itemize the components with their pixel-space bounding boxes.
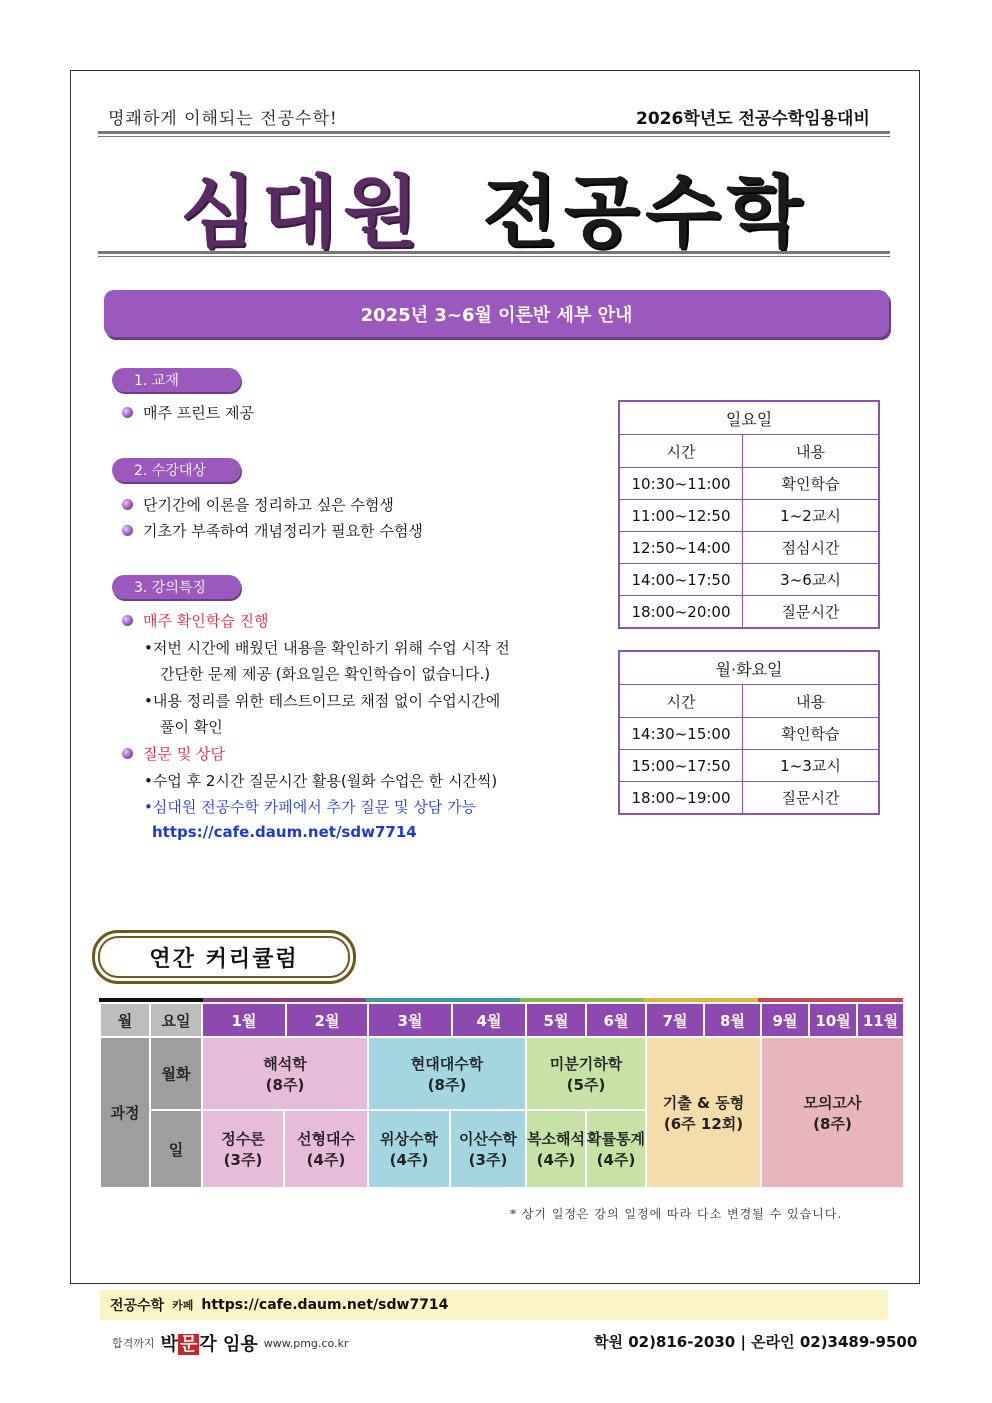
feature-line: •내용 정리를 위한 테스트이므로 채점 없이 수업시간에 (144, 692, 501, 710)
col-header-time: 시간 (619, 685, 743, 718)
sunday-schedule-table (618, 400, 880, 629)
feature-line: 풀이 확인 (160, 718, 223, 736)
bullet-icon (122, 499, 133, 510)
course-weeks: (8주) (427, 1075, 467, 1094)
course-title: 위상수학 (380, 1130, 438, 1148)
course-title: 해석학 (263, 1054, 307, 1073)
contact-info: 학원 02)816-2030 | 온라인 02)3489-9500 (594, 1333, 918, 1351)
time-cell: 14:00~17:50 (619, 564, 743, 596)
table-row (619, 500, 879, 532)
month-6: 6월 (587, 1004, 645, 1036)
month-1: 1월 (203, 1004, 285, 1036)
sunday-table-title: 일요일 (619, 401, 879, 435)
target-item-text: 단기간에 이론을 정리하고 싶은 수험생 (143, 496, 394, 514)
content-cell: 확인학습 (743, 718, 880, 750)
course-title: 기출 & 동형 (662, 1093, 745, 1112)
content-cell: 점심시간 (743, 532, 880, 564)
feature-line: •수업 후 2시간 질문시간 활용(월화 수업은 한 시간씩) (144, 772, 498, 790)
course-title: 이산수학 (459, 1130, 517, 1148)
bullet-icon (122, 615, 133, 626)
bullet-icon (122, 407, 133, 418)
month-9: 9월 (762, 1004, 808, 1036)
bullet-icon (122, 525, 133, 536)
time-cell: 10:30~11:00 (619, 468, 743, 500)
course-modern-algebra (369, 1038, 525, 1109)
cafe-word: 카페 (172, 1299, 194, 1312)
title-rule-bottom (98, 251, 890, 257)
course-weeks: (4주) (536, 1151, 576, 1169)
cafe-line: •심대원 전공수학 카페에서 추가 질문 및 상담 가능 (144, 798, 477, 816)
time-cell: 14:30~15:00 (619, 718, 743, 750)
target-item (122, 494, 394, 515)
section-target-label: 2. 수강대상 (112, 458, 241, 482)
col-header-content: 내용 (743, 435, 880, 468)
course-title: 복소해석 (527, 1130, 585, 1148)
course-discrete-math (451, 1111, 525, 1187)
brand-part: 임용 (222, 1334, 258, 1355)
content-cell: 질문시간 (743, 782, 880, 815)
course-complex-analysis (527, 1111, 585, 1187)
content-cell: 1~2교시 (743, 500, 880, 532)
feature-point-2-text: 질문 및 상담 (143, 745, 225, 763)
feature-line: •저번 시간에 배웠던 내용을 확인하기 위해 수업 시작 전 (144, 639, 510, 657)
time-cell: 15:00~17:50 (619, 750, 743, 782)
course-weeks: (3주) (223, 1151, 263, 1169)
curriculum-title: 연간 커리큘럼 (92, 930, 356, 984)
course-title: 확률통계 (587, 1130, 645, 1148)
time-cell: 18:00~20:00 (619, 596, 743, 629)
content-cell: 1~3교시 (743, 750, 880, 782)
col-header-time: 시간 (619, 435, 743, 468)
course-title: 미분기하학 (549, 1054, 623, 1073)
footer-cafe-bar (100, 1290, 888, 1320)
target-item (122, 520, 423, 541)
month-3: 3월 (369, 1004, 451, 1036)
course-past-exams (647, 1038, 760, 1187)
course-label: 과정 (101, 1038, 149, 1187)
header-month: 월 (101, 1004, 149, 1036)
montue-table-title: 월·화요일 (619, 651, 879, 685)
course-linear-algebra (285, 1111, 367, 1187)
cafe-link[interactable]: https://cafe.daum.net/sdw7714 (152, 823, 417, 841)
course-title: 선형대수 (297, 1130, 355, 1148)
title-rule-top (98, 131, 890, 137)
month-2: 2월 (287, 1004, 367, 1036)
row-label-sun: 일 (151, 1111, 201, 1187)
table-row (619, 564, 879, 596)
brand-part: 박 (160, 1334, 178, 1355)
course-probability (587, 1111, 645, 1187)
course-weeks: (4주) (306, 1151, 346, 1169)
course-title: 모의고사 (803, 1093, 862, 1112)
content-cell: 3~6교시 (743, 564, 880, 596)
info-banner: 2025년 3~6월 이론반 세부 안내 (104, 290, 889, 337)
course-weeks: (5주) (566, 1075, 606, 1094)
col-header-content: 내용 (743, 685, 880, 718)
month-10: 10월 (810, 1004, 856, 1036)
main-title (98, 150, 890, 262)
tagline: 명쾌하게 이해되는 전공수학! (108, 109, 338, 129)
course-diff-geometry (527, 1038, 645, 1109)
course-analysis (203, 1038, 367, 1109)
table-row (619, 718, 879, 750)
table-row (619, 782, 879, 815)
montue-schedule-table (618, 650, 880, 815)
course-weeks: (8주) (813, 1114, 852, 1133)
time-cell: 11:00~12:50 (619, 500, 743, 532)
brand-part: 각 (199, 1334, 217, 1355)
brand-part: 문 (179, 1334, 198, 1355)
content-cell: 질문시간 (743, 596, 880, 629)
feature-point-2 (122, 743, 225, 764)
course-title: 정수론 (221, 1130, 265, 1148)
course-weeks: (6주 12회) (663, 1114, 744, 1133)
time-cell: 18:00~19:00 (619, 782, 743, 815)
table-row (619, 468, 879, 500)
table-row (619, 532, 879, 564)
course-title: 현대대수학 (410, 1054, 484, 1073)
header-day: 요일 (151, 1004, 201, 1036)
textbook-item (122, 402, 254, 423)
month-4: 4월 (453, 1004, 525, 1036)
brand-name (161, 1330, 258, 1356)
feature-point-1-text: 매주 확인학습 진행 (143, 612, 269, 630)
textbook-item-text: 매주 프린트 제공 (143, 404, 254, 422)
course-weeks: (3주) (468, 1151, 508, 1169)
time-cell: 12:50~14:00 (619, 532, 743, 564)
section-features-label: 3. 강의특징 (112, 575, 241, 599)
course-mock-exam (762, 1038, 903, 1187)
bullet-icon (122, 748, 133, 759)
course-topology (369, 1111, 449, 1187)
course-weeks: (4주) (389, 1151, 429, 1169)
month-5: 5월 (527, 1004, 585, 1036)
table-row (619, 596, 879, 629)
content-cell: 확인학습 (743, 468, 880, 500)
table-row (619, 750, 879, 782)
schedule-note: * 상기 일정은 강의 일정에 따라 다소 변경될 수 있습니다. (510, 1207, 843, 1221)
cafe-prefix: 전공수학 (110, 1298, 165, 1314)
course-number-theory (203, 1111, 283, 1187)
course-weeks: (8주) (265, 1075, 305, 1094)
target-item-text: 기초가 부족하여 개념정리가 필요한 수험생 (143, 522, 423, 540)
row-label-montue: 월화 (151, 1038, 201, 1109)
course-weeks: (4주) (596, 1151, 636, 1169)
publisher-site[interactable]: www.pmg.co.kr (263, 1336, 349, 1350)
title-name: 심대원 (180, 168, 425, 258)
month-8: 8월 (705, 1004, 760, 1036)
exam-year: 2026학년도 전공수학임용대비 (636, 109, 870, 129)
footer-cafe-link[interactable]: https://cafe.daum.net/sdw7714 (201, 1297, 449, 1313)
feature-line: 간단한 문제 제공 (화요일은 확인학습이 없습니다.) (160, 665, 491, 683)
month-11: 11월 (858, 1004, 903, 1036)
curriculum-table (99, 1002, 905, 1189)
feature-point-1 (122, 610, 268, 631)
title-subject: 전공수학 (482, 168, 808, 258)
section-textbook-label: 1. 교재 (112, 368, 241, 392)
publisher-logo (112, 1330, 348, 1356)
slogan: 합격까지 (112, 1337, 155, 1350)
month-7: 7월 (647, 1004, 703, 1036)
